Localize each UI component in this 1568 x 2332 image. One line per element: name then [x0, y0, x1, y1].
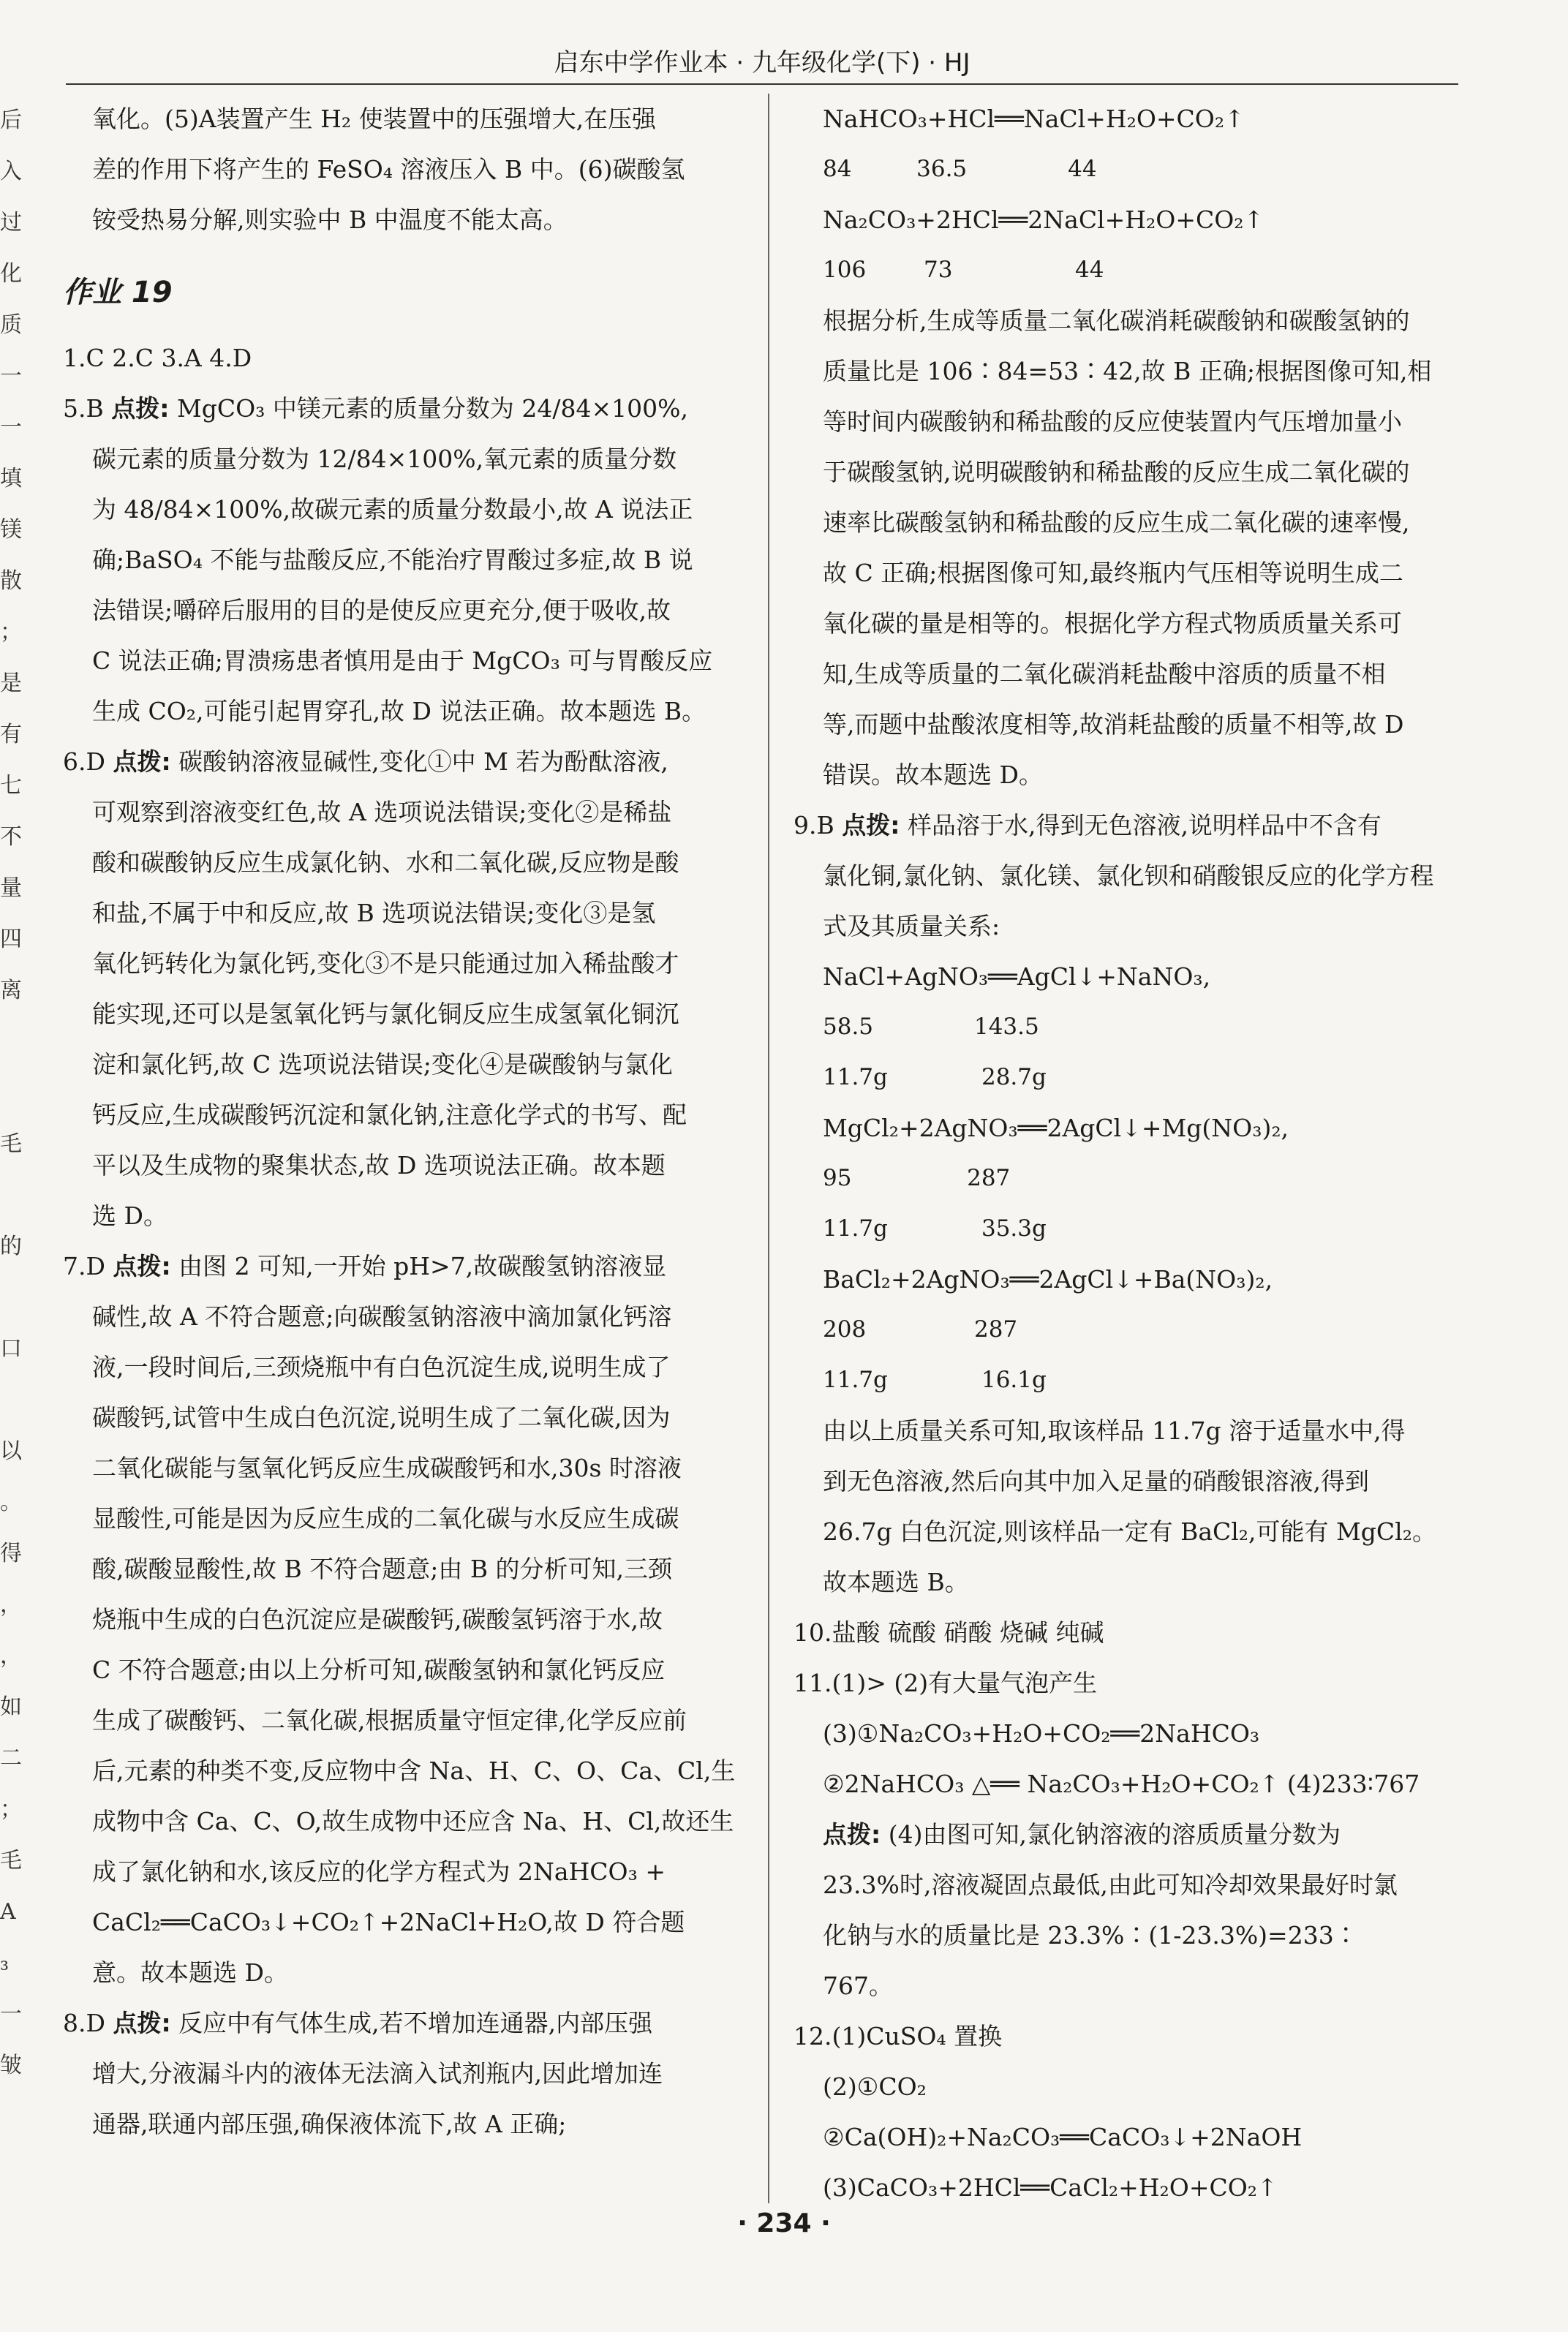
text-line: 23.3%时,溶液凝固点最低,由此可知冷却效果最好时氯 — [823, 1871, 1398, 1899]
page-number: · 234 · — [737, 2208, 831, 2238]
text-line: C 不符合题意;由以上分析可知,碳酸氢钠和氯化钙反应 — [92, 1656, 666, 1684]
text-line: 等时间内碳酸钠和稀盐酸的反应使装置内气压增加量小 — [823, 407, 1402, 436]
question-11 — [794, 1658, 1466, 2011]
question-number: 5.B — [63, 394, 104, 423]
edge-char: 离 — [0, 978, 22, 1003]
text-line: 二氧化碳能与氢氧化钙反应生成碳酸钙和水,30s 时溶液 — [92, 1454, 682, 1482]
question-9 — [794, 800, 1466, 1607]
edge-char: ， — [0, 1643, 22, 1669]
question-8-continued — [794, 295, 1466, 800]
text-line: 故本题选 B。 — [823, 1568, 969, 1596]
text-line: 氯化铜,氯化钠、氯化镁、氯化钡和硝酸银反应的化学方程 — [823, 861, 1434, 890]
edge-char: 皱 — [0, 2053, 22, 2078]
mass-relation: 208 287 — [823, 1316, 1018, 1343]
hint-label: 点拨: — [823, 1820, 881, 1849]
question-8 — [63, 1998, 739, 2149]
edge-char: 量 — [0, 875, 22, 901]
text-line: 为 48/84×100%,故碳元素的质量分数最小,故 A 说法正 — [92, 495, 693, 524]
text-line: 故 C 正确;根据图像可知,最终瓶内气压相等说明生成二 — [823, 559, 1403, 587]
text-line: 生成了碳酸钙、二氧化碳,根据质量守恒定律,化学反应前 — [92, 1706, 687, 1735]
edge-char — [0, 1375, 16, 1426]
text-line: 质量比是 106∶84=53∶42,故 B 正确;根据图像可知,相 — [823, 357, 1432, 385]
text-line: 氧化碳的量是相等的。根据化学方程式物质质量关系可 — [823, 609, 1402, 638]
left-column — [63, 94, 739, 2149]
edge-char: 一 — [0, 363, 22, 389]
question-5 — [63, 383, 739, 736]
question-number: 6.D — [63, 747, 105, 776]
text-line: 法错误;嚼碎后服用的目的是使反应更充分,便于吸收,故 — [92, 596, 671, 624]
edge-char: 得 — [0, 1541, 22, 1566]
question-12 — [794, 2011, 1466, 2213]
text-line: 碳元素的质量分数为 12/84×100%,氧元素的质量分数 — [92, 445, 677, 473]
hint-label: 点拨: — [111, 394, 170, 423]
edge-char: 如 — [0, 1694, 22, 1720]
section-title: 作业 19 — [63, 276, 173, 309]
text-line: 成了氯化钠和水,该反应的化学方程式为 2NaHCO₃ + — [92, 1857, 666, 1886]
text-line: 确;BaSO₄ 不能与盐酸反应,不能治疗胃酸过多症,故 B 说 — [92, 546, 693, 574]
question-number: 8.D — [63, 2009, 105, 2037]
text-line: 根据分析,生成等质量二氧化碳消耗碳酸钠和碳酸氢钠的 — [823, 306, 1410, 335]
text-line: 到无色溶液,然后向其中加入足量的硝酸银溶液,得到 — [823, 1467, 1369, 1495]
text-line: 氧化钙转化为氯化钙,变化③不是只能通过加入稀盐酸才 — [92, 949, 679, 978]
edge-char — [0, 1068, 16, 1119]
page-header: 启东中学作业本 · 九年级化学(下) · HJ — [554, 48, 970, 78]
text-line: 钙反应,生成碳酸钙沉淀和氯化钠,注意化学式的书写、配 — [92, 1101, 687, 1129]
column-divider — [768, 94, 769, 2203]
text-line: 11.(1)> (2)有大量气泡产生 — [794, 1669, 1098, 1697]
mass-relation: 58.5 143.5 — [823, 1014, 1039, 1040]
edge-char: 有 — [0, 722, 22, 747]
edge-char — [0, 1272, 16, 1324]
text-line: 淀和氯化钙,故 C 选项说法错误;变化④是碳酸钠与氯化 — [92, 1050, 673, 1079]
edge-char: ； — [0, 1797, 22, 1822]
edge-char: ₃ — [0, 1950, 10, 1976]
text-line: 后,元素的种类不变,反应物中含 Na、H、C、O、Ca、Cl,生 — [92, 1756, 736, 1785]
text-line: 反应中有气体生成,若不增加连通器,内部压强 — [178, 2009, 653, 2037]
text-line: CaCl₂══CaCO₃↓+CO₂↑+2NaCl+H₂O,故 D 符合题 — [92, 1908, 685, 1936]
text-line: (3)CaCO₃+2HCl══CaCl₂+H₂O+CO₂↑ — [823, 2173, 1278, 2202]
text-line: MgCO₃ 中镁元素的质量分数为 24/84×100%, — [176, 394, 688, 423]
question-6 — [63, 736, 739, 1241]
text-line: ②2NaHCO₃ △══ Na₂CO₃+H₂O+CO₂↑ (4)233∶767 — [823, 1770, 1420, 1798]
text-line: 酸,碳酸显酸性,故 B 不符合题意;由 B 的分析可知,三颈 — [92, 1555, 673, 1583]
text-line: C 说法正确;胃溃疡患者慎用是由于 MgCO₃ 可与胃酸反应 — [92, 646, 713, 675]
right-column — [794, 94, 1466, 2213]
mass-relation: 84 36.5 44 — [823, 156, 1097, 182]
edge-char: ， — [0, 1592, 22, 1618]
equation: NaHCO₃+HCl══NaCl+H₂O+CO₂↑ — [823, 105, 1245, 133]
left-edge-bleed — [0, 95, 22, 2091]
text-line: (2)①CO₂ — [823, 2072, 927, 2101]
text-line: 767。 — [823, 1971, 893, 2000]
mass-relation: 11.7g 35.3g — [823, 1215, 1047, 1242]
text-line: 选 D。 — [92, 1201, 167, 1230]
edge-char: 二 — [0, 1746, 22, 1771]
mass-relation: 106 73 44 — [823, 257, 1104, 283]
hint-label: 点拨: — [113, 2009, 171, 2037]
edge-char: 七 — [0, 773, 22, 799]
edge-char: 四 — [0, 927, 22, 952]
text-line: 生成 CO₂,可能引起胃穿孔,故 D 说法正确。故本题选 B。 — [92, 697, 706, 725]
text-line: 能实现,还可以是氢氧化钙与氯化铜反应生成氢氧化铜沉 — [92, 1000, 679, 1028]
edge-char: ； — [0, 619, 22, 645]
text-line: 于碳酸氢钠,说明碳酸钠和稀盐酸的反应生成二氧化碳的 — [823, 458, 1410, 486]
text-line: 式及其质量关系: — [823, 912, 1000, 940]
question-number: 9.B — [794, 811, 834, 839]
text-line: 12.(1)CuSO₄ 置换 — [794, 2022, 1003, 2050]
text-line: 烧瓶中生成的白色沉淀应是碳酸钙,碳酸氢钙溶于水,故 — [92, 1605, 663, 1634]
text-line: 化钠与水的质量比是 23.3%∶(1-23.3%)=233∶ — [823, 1921, 1358, 1950]
edge-char — [0, 1170, 16, 1221]
edge-char: 过 — [0, 210, 22, 235]
equation: MgCl₂+2AgNO₃══2AgCl↓+Mg(NO₃)₂, — [823, 1114, 1289, 1142]
intro-paragraph — [63, 94, 739, 245]
text-line: 26.7g 白色沉淀,则该样品一定有 BaCl₂,可能有 MgCl₂。 — [823, 1517, 1436, 1546]
edge-char: 。 — [0, 1490, 22, 1515]
text-line: 成物中含 Ca、C、O,故生成物中还应含 Na、H、Cl,故还生 — [92, 1807, 734, 1835]
hint-label: 点拨: — [113, 747, 171, 776]
text-line: 和盐,不属于中和反应,故 B 选项说法错误;变化③是氢 — [92, 899, 656, 927]
edge-char: 填 — [0, 466, 22, 491]
equation: Na₂CO₃+2HCl══2NaCl+H₂O+CO₂↑ — [823, 205, 1264, 234]
edge-char: 镁 — [0, 517, 22, 543]
text-line: 平以及生成物的聚集状态,故 D 选项说法正确。故本题 — [92, 1151, 666, 1180]
edge-char: 不 — [0, 824, 22, 850]
text-line: 由以上质量关系可知,取该样品 11.7g 溶于适量水中,得 — [823, 1416, 1406, 1445]
text-line: 碳酸钠溶液显碱性,变化①中 M 若为酚酞溶液, — [178, 747, 668, 776]
equation: NaCl+AgNO₃══AgCl↓+NaNO₃, — [823, 962, 1211, 991]
text-line: (4)由图可知,氯化钠溶液的溶质质量分数为 — [888, 1820, 1341, 1849]
text-line: 由图 2 可知,一开始 pH>7,故碳酸氢钠溶液显 — [178, 1252, 667, 1280]
text-line: 显酸性,可能是因为反应生成的二氧化碳与水反应生成碳 — [92, 1504, 679, 1533]
hint-label: 点拨: — [842, 811, 900, 839]
answers-1-4: 1.C 2.C 3.A 4.D — [63, 344, 252, 372]
question-7 — [63, 1241, 739, 1998]
edge-char: 口 — [0, 1336, 22, 1362]
edge-char: 以 — [0, 1438, 22, 1464]
text-line: 意。故本题选 D。 — [92, 1958, 288, 1987]
text-line: 样品溶于水,得到无色溶液,说明样品中不含有 — [907, 811, 1382, 839]
edge-char: 后 — [0, 107, 22, 133]
text-line: 等,而题中盐酸浓度相等,故消耗盐酸的质量不相等,故 D — [823, 710, 1404, 739]
text-line: (3)①Na₂CO₃+H₂O+CO₂══2NaHCO₃ — [823, 1719, 1260, 1748]
edge-char: 质 — [0, 312, 22, 338]
text-line: 错误。故本题选 D。 — [823, 761, 1043, 789]
hint-label: 点拨: — [113, 1252, 171, 1280]
text-line: 可观察到溶液变红色,故 A 选项说法错误;变化②是稀盐 — [92, 798, 672, 826]
text-line: 酸和碳酸钠反应生成氯化钠、水和二氧化碳,反应物是酸 — [92, 848, 679, 877]
text-line: 差的作用下将产生的 FeSO₄ 溶液压入 B 中。(6)碳酸氢 — [92, 155, 685, 184]
edge-char: 一 — [0, 2001, 22, 2027]
text-line: 液,一段时间后,三颈烧瓶中有白色沉淀生成,说明生成了 — [92, 1353, 671, 1381]
text-line: 碳酸钙,试管中生成白色沉淀,说明生成了二氧化碳,因为 — [92, 1403, 671, 1432]
mass-relation: 11.7g 28.7g — [823, 1064, 1047, 1090]
mass-relation: 95 287 — [823, 1165, 1011, 1191]
text-line: 碱性,故 A 不符合题意;向碳酸氢钠溶液中滴加氯化钙溶 — [92, 1302, 672, 1331]
text-line: 通器,联通内部压强,确保液体流下,故 A 正确; — [92, 2110, 567, 2138]
edge-char: 一 — [0, 415, 22, 440]
edge-char — [0, 1016, 16, 1068]
edge-char: 毛 — [0, 1848, 22, 1873]
text-line: ②Ca(OH)₂+Na₂CO₃══CaCO₃↓+2NaOH — [823, 2123, 1303, 2151]
mass-relation: 11.7g 16.1g — [823, 1367, 1047, 1393]
edge-char: 入 — [0, 159, 22, 184]
text-line: 知,生成等质量的二氧化碳消耗盐酸中溶质的质量不相 — [823, 660, 1386, 688]
edge-char: 毛 — [0, 1131, 22, 1157]
edge-char: 散 — [0, 568, 22, 594]
equation: BaCl₂+2AgNO₃══2AgCl↓+Ba(NO₃)₂, — [823, 1265, 1273, 1294]
text-line: 速率比碳酸氢钠和稀盐酸的反应生成二氧化碳的速率慢, — [823, 508, 1410, 537]
edge-char: 化 — [0, 261, 22, 287]
header-rule — [66, 83, 1458, 85]
edge-char: 的 — [0, 1234, 22, 1259]
question-number: 7.D — [63, 1252, 105, 1280]
edge-char: 是 — [0, 671, 22, 696]
edge-char: A — [0, 1899, 16, 1925]
text-line: 氧化。(5)A装置产生 H₂ 使装置中的压强增大,在压强 — [92, 105, 657, 133]
question-10: 10.盐酸 硫酸 硝酸 烧碱 纯碱 — [794, 1618, 1104, 1647]
text-line: 增大,分液漏斗内的液体无法滴入试剂瓶内,因此增加连 — [92, 2059, 663, 2088]
text-line: 铵受热易分解,则实验中 B 中温度不能太高。 — [92, 205, 568, 234]
